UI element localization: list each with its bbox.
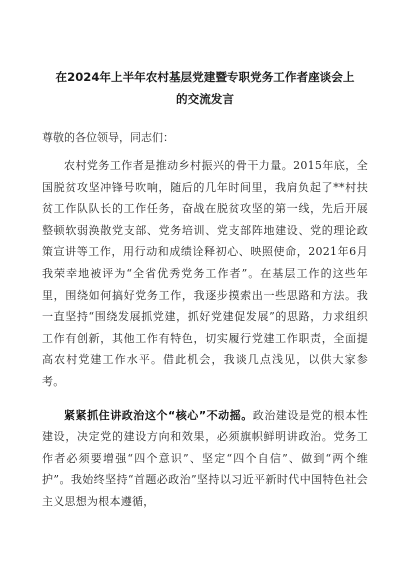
document-title — [42, 66, 368, 110]
title-line-1: 在2024年上半年农村基层党建暨专职党务工作者座谈会上 — [55, 70, 355, 84]
section-body-text: 政治建设是党的根本性建设，决定党的建设方向和效果，必须旗帜鲜明讲政治。党务工作者必须要增强“四个意识”、坚定“四个自信”、做到“两个维护”。我始终坚持“首题必政治”坚持以习近平新时代中国特色社会主义思想为根本遵循， — [42, 408, 368, 508]
section-heading: 紧紧抓住讲政治这个“核心”不动摇。 — [64, 408, 253, 422]
title-line-2: 的交流发言 — [176, 92, 234, 106]
salutation: 尊敬的各位领导，同志们： — [42, 131, 174, 144]
body-paragraph-1: 农村党务工作者是推动乡村振兴的骨干力量。2015年底，全国脱贫攻坚冲锋号吹响，随后的几年时间里，我肩负起了**村扶贫工作队队长的工作任务，奋战在脱贫攻坚的第一线，先后开展整顿软弱涣散党支部、党务培训、党支部阵地建设、党的理论政策宣讲等工作，用行动和成绩诠释初心、映照使命，2021年6月我荣幸地被评为“全省优秀党务工作者”。在基层工作的这些年里，围绕如何搞好党务工作，我逐步摸索出一些思路和方法。我一直坚持“围绕发展抓党建，抓好党建促发展”的思路，力求组织工作有创新，其他工作有特色，切实履行党建工作职责，全面提高农村党建工作水平。借此机会，我谈几点浅见，以供大家参考。 — [42, 159, 368, 388]
body-paragraph-2 — [42, 405, 368, 513]
